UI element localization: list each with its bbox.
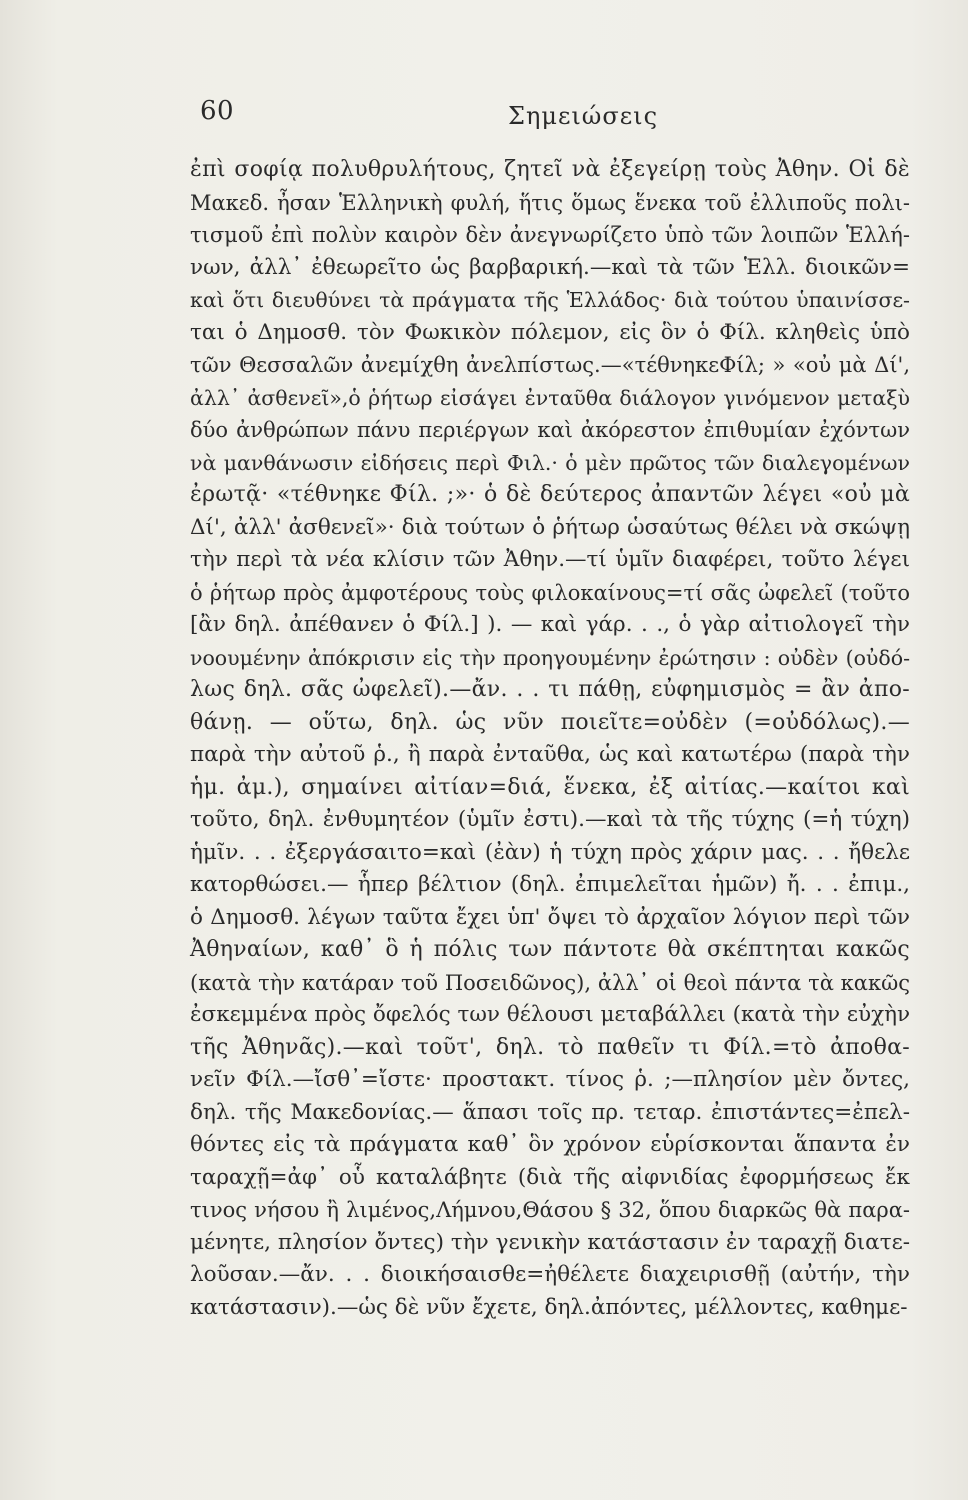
text-line: Ἀθηναίων, καθ᾽ ὃ ἡ πόλις των πάντοτε θὰ σκέπτηται κακῶς: [190, 937, 910, 962]
running-head: Σημειώσεις: [508, 102, 659, 130]
text-line: νων, ἀλλ᾽ ἐθεωρεῖτο ὡς βαρβαρική.—καὶ τὰ τῶν Ἑλλ. διοικῶν=: [190, 254, 910, 280]
text-line: θάνῃ. — οὕτω, δηλ. ὡς νῦν ποιεῖτε=οὐδὲν (=οὐδόλως).—: [190, 709, 910, 735]
text-line: λοῦσαν.—ἄν. . . διοικήσαισθε=ἠθέλετε διαχειρισθῇ (αὐτήν, τὴν: [190, 1262, 910, 1287]
text-line: κατάστασιν).—ὡς δὲ νῦν ἔχετε, δηλ.ἀπόντες, μέλλοντες, καθημε-: [190, 1294, 908, 1320]
text-line: ἐπὶ σοφίᾳ πολυθρυλήτους, ζητεῖ νὰ ἐξεγείρῃ τοὺς Ἀθην. Οἱ δὲ: [190, 157, 910, 182]
text-line: νὰ μανθάνωσιν εἰδήσεις περὶ Φιλ.· ὁ μὲν πρῶτος τῶν διαλεγομένων: [190, 450, 910, 475]
text-line: λως δηλ. σᾶς ὠφελεῖ).—ἄν. . . τι πάθῃ, εὐφημισμὸς = ἂν ἀπο-: [190, 677, 910, 702]
text-line: ἡμ. ἀμ.), σημαίνει αἰτίαν=διά, ἕνεκα, ἐξ αἰτίας.—καίτοι καὶ: [190, 774, 910, 800]
text-line: παρὰ τὴν αὐτοῦ ῥ., ἢ παρὰ ἐνταῦθα, ὡς καὶ κατωτέρω (παρὰ τὴν: [190, 742, 910, 767]
body-text: [190, 154, 910, 1324]
text-line: τινος νήσου ἢ λιμένος,Λήμνου,Θάσου § 32, ὅπου διαρκῶς θὰ παρα-: [190, 1198, 910, 1222]
text-line: νοουμένην ἀπόκρισιν εἰς τὴν προηγουμένην ἐρώτησιν : οὐδὲν (οὐδό-: [190, 645, 910, 670]
text-line: θόντες εἰς τὰ πράγματα καθ᾽ ὃν χρόνον εὑρίσκονται ἅπαντα ἐν: [190, 1132, 910, 1157]
text-line: δηλ. τῆς Μακεδονίας.— ἅπασι τοῖς πρ. τεταρ. ἐπιστάντες=ἐπελ-: [190, 1099, 910, 1125]
text-line: καὶ ὅτι διευθύνει τὰ πράγματα τῆς Ἑλλάδος· διὰ τούτου ὑπαινίσσε-: [190, 288, 910, 312]
text-line: ὁ Δημοσθ. λέγων ταῦτα ἔχει ὑπ' ὄψει τὸ ἀρχαῖον λόγιον περὶ τῶν: [190, 904, 910, 930]
text-line: νεῖν Φίλ.—ἴσθ᾽=ἴστε· προστακτ. τίνος ῥ. ;—πλησίον μὲν ὄντες,: [190, 1067, 910, 1092]
text-line: ἐσκεμμένα πρὸς ὄφελός των θέλουσι μεταβάλλει (κατὰ τὴν εὐχὴν: [190, 1002, 911, 1027]
text-line: (κατὰ τὴν κατάραν τοῦ Ποσειδῶνος), ἀλλ᾽ οἱ θεοὶ πάντα τὰ κακῶς: [190, 970, 910, 995]
text-line: τοῦτο, δηλ. ἐνθυμητέον (ὑμῖν ἐστι).—καὶ τὰ τῆς τύχης (=ἡ τύχη): [190, 807, 910, 832]
text-line: ἐρωτᾷ· «τέθνηκε Φίλ. ;»· ὁ δὲ δεύτερος ἀπαντῶν λέγει «οὐ μὰ: [190, 482, 910, 507]
text-line: ὁ ῥήτωρ πρὸς ἀμφοτέρους τοὺς φιλοκαίνους=τί σᾶς ὠφελεῖ (τοῦτο: [190, 580, 910, 605]
text-line: [ἂν δηλ. ἀπέθανεν ὁ Φίλ.] ). — καὶ γάρ. . ., ὁ γὰρ αἰτιολογεῖ τὴν: [190, 612, 910, 637]
text-line: τισμοῦ ἐπὶ πολὺν καιρὸν δὲν ἀνεγνωρίζετο ὑπὸ τῶν λοιπῶν Ἑλλή-: [190, 223, 910, 247]
text-line: κατορθώσει.— ἧπερ βέλτιον (δηλ. ἐπιμελεῖται ἡμῶν) ἤ. . . ἐπιμ.,: [190, 872, 910, 897]
text-line: μένητε, πλησίον ὄντες) τὴν γενικὴν κατάστασιν ἐν ταραχῇ διατε-: [190, 1229, 910, 1255]
text-line: τῆς Ἀθηνᾶς).—καὶ τοῦτ', δηλ. τὸ παθεῖν τι Φίλ.=τὸ ἀποθα-: [190, 1034, 910, 1060]
text-line: τῶν Θεσσαλῶν ἀνεμίχθη ἀνελπίστως.—«τέθνηκεΦίλ; » «οὐ μὰ Δί',: [190, 353, 910, 377]
text-line: Μακεδ. ἦσαν Ἑλληνικὴ φυλή, ἥτις ὅμως ἕνεκα τοῦ ἐλλιποῦς πολι-: [190, 190, 910, 215]
text-line: ἀλλ᾽ ἀσθενεῖ»,ὁ ῥήτωρ εἰσάγει ἐνταῦθα διάλογον γινόμενον μεταξὺ: [190, 385, 910, 410]
page-number: 60: [200, 96, 235, 126]
text-line: Δί', ἀλλ' ἀσθενεῖ»· διὰ τούτων ὁ ῥήτωρ ὡσαύτως θέλει νὰ σκώψῃ: [190, 514, 910, 540]
text-line: τὴν περὶ τὰ νέα κλίσιν τῶν Ἀθην.—τί ὑμῖν διαφέρει, τοῦτο λέγει: [190, 547, 910, 572]
text-line: ται ὁ Δημοσθ. τὸν Φωκικὸν πόλεμον, εἰς ὃν ὁ Φίλ. κληθεὶς ὑπὸ: [190, 319, 910, 345]
text-line: ἡμῖν. . . ἐξεργάσαιτο=καὶ (ἐὰν) ἡ τύχη πρὸς χάριν μας. . . ἤθελε: [190, 839, 910, 865]
text-line: ταραχῇ=ἀφ᾽ οὗ καταλάβητε (διὰ τῆς αἰφνιδίας ἐφορμήσεως ἔκ: [190, 1164, 910, 1190]
text-line: δύο ἀνθρώπων πάνυ περιέργων καὶ ἀκόρεστον ἐπιθυμίαν ἐχόντων: [190, 418, 910, 442]
page-header: [0, 96, 968, 136]
